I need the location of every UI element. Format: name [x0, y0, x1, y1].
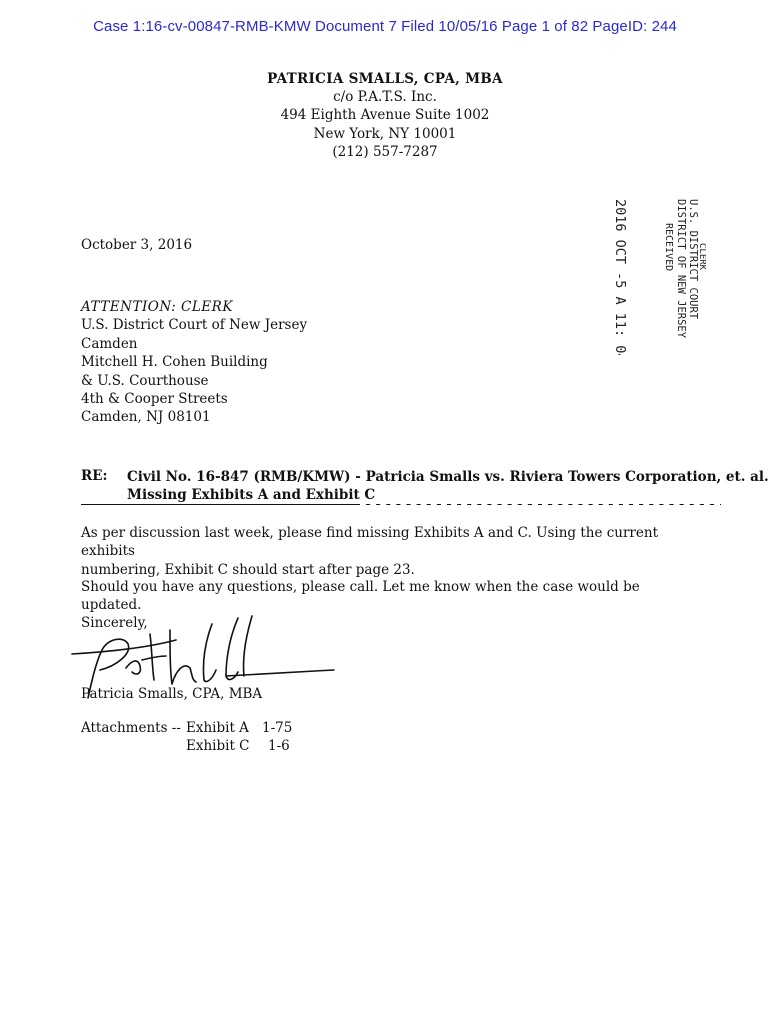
closing-salutation: Sincerely, — [81, 615, 148, 631]
sender-street: 494 Eighth Avenue Suite 1002 — [280, 107, 490, 124]
body-paragraph-1 — [81, 524, 701, 579]
re-subject-line1: Civil No. 16-847 (RMB/KMW) - Patricia Smalls vs. Riviera Towers Corporation, et. al. — [127, 469, 769, 485]
re-subject — [127, 468, 769, 505]
stamp-received-line: RECEIVED — [663, 223, 674, 272]
recipient-line: Mitchell H. Cohen Building — [81, 354, 268, 371]
recipient-line: & U.S. Courthouse — [81, 372, 209, 389]
sender-name: PATRICIA SMALLS, CPA, MBA — [267, 71, 503, 87]
body-paragraph-1-line2: numbering, Exhibit C should start after page 23. — [81, 561, 415, 578]
stamp-datetime: 2016 OCT -5 A 11: 04 — [612, 199, 628, 355]
attachment-pages: 1-6 — [268, 738, 290, 755]
body-paragraph-2: Should you have any questions, please call. Let me know when the case would be updated. — [81, 579, 640, 614]
recipient-line: 4th & Cooper Streets — [81, 391, 228, 408]
attachments-label: Attachments -- — [81, 720, 181, 736]
recipient-line: U.S. District Court of New Jersey — [81, 317, 308, 334]
attachment-pages: 1-75 — [262, 720, 293, 736]
sender-phone: (212) 557-7287 — [332, 143, 438, 160]
subject-underline-gaps — [360, 503, 720, 505]
signer-name: Patricia Smalls, CPA, MBA — [81, 686, 263, 702]
sender-city: New York, NY 10001 — [313, 125, 457, 142]
court-received-stamp — [596, 195, 706, 355]
attention-line: ATTENTION: CLERK — [81, 299, 233, 315]
stamp-district-line: DISTRICT OF NEW JERSEY — [675, 199, 687, 339]
attachment-name: Exhibit C — [186, 738, 250, 755]
recipient-line: Camden, NJ 08101 — [81, 409, 211, 426]
re-label: RE: — [81, 468, 108, 484]
re-subject-line2: Missing Exhibits A and Exhibit C — [127, 487, 376, 504]
attachments-block — [81, 719, 292, 756]
body-paragraph-1-line1: As per discussion last week, please find missing Exhibits A and C. Using the current exhibits — [81, 525, 658, 560]
recipient-block — [81, 298, 307, 427]
attachment-name: Exhibit A — [186, 720, 249, 736]
recipient-line: Camden — [81, 335, 138, 352]
sender-address-block — [0, 70, 770, 161]
letter-date: October 3, 2016 — [81, 237, 193, 253]
sender-care-of: c/o P.A.T.S. Inc. — [333, 89, 437, 106]
stamp-clerk-line: CLERK — [697, 243, 706, 271]
stamp-court-line: U.S. DISTRICT COURT — [687, 199, 699, 320]
filing-header-stamp: Case 1:16-cv-00847-RMB-KMW Document 7 Filed 10/05/16 Page 1 of 82 PageID: 244 — [93, 18, 677, 35]
